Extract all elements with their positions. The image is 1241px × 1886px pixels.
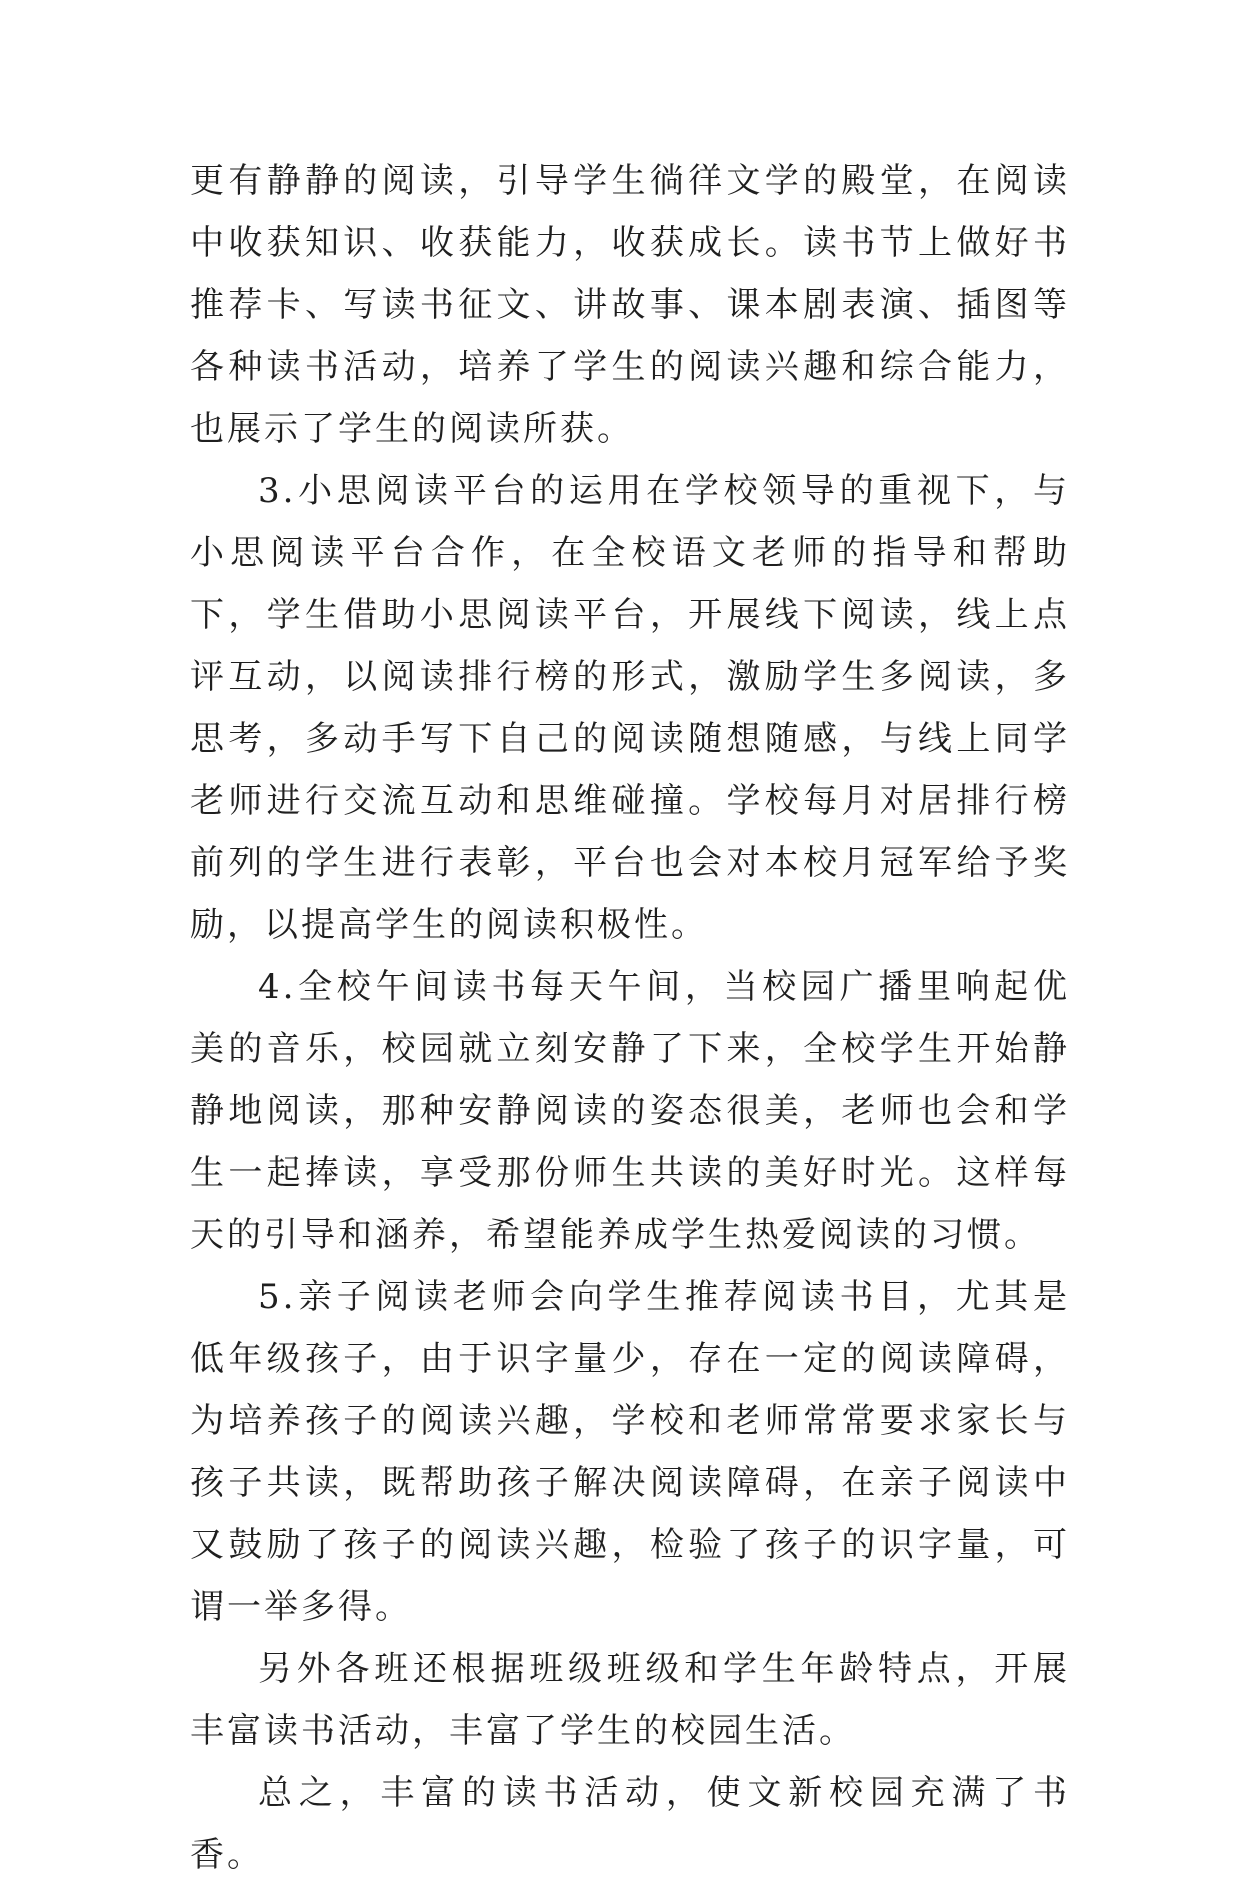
paragraph-item-4-noon-reading: 4.全校午间读书每天午间，当校园广播里响起优美的音乐，校园就立刻安静了下来，全校学生开始静静地阅读，那种安静阅读的姿态很美，老师也会和学生一起捧读，享受那份师生共读的美好时光。这样每天的引导和涵养，希望能养成学生热爱阅读的习惯。	[190, 967, 1070, 1255]
paragraph-item-5-parent-child-reading: 5.亲子阅读老师会向学生推荐阅读书目，尤其是低年级孩子，由于识字量少，存在一定的阅读障碍，为培养孩子的阅读兴趣，学校和老师常常要求家长与孩子共读，既帮助孩子解决阅读障碍，在亲子阅读中又鼓励了孩子的阅读兴趣，检验了孩子的识字量，可谓一举多得。	[190, 1277, 1070, 1627]
paragraph-conclusion: 总之，丰富的读书活动，使文新校园充满了书香。	[190, 1773, 1070, 1875]
paragraph-continued: 更有静静的阅读，引导学生徜徉文学的殿堂，在阅读中收获知识、收获能力，收获成长。读书节上做好书推荐卡、写读书征文、讲故事、课本剧表演、插图等各种读书活动，培养了学生的阅读兴趣和综合能力，也展示了学生的阅读所获。	[190, 161, 1070, 449]
paragraph-class-activities: 另外各班还根据班级班级和学生年龄特点，开展丰富读书活动，丰富了学生的校园生活。	[190, 1649, 1070, 1751]
document-body	[190, 150, 1070, 1886]
paragraph-item-3-reading-platform: 3.小思阅读平台的运用在学校领导的重视下，与小思阅读平台合作，在全校语文老师的指导和帮助下，学生借助小思阅读平台，开展线下阅读，线上点评互动，以阅读排行榜的形式，激励学生多阅读，多思考，多动手写下自己的阅读随想随感，与线上同学老师进行交流互动和思维碰撞。学校每月对居排行榜前列的学生进行表彰，平台也会对本校月冠军给予奖励，以提高学生的阅读积极性。	[190, 471, 1070, 945]
